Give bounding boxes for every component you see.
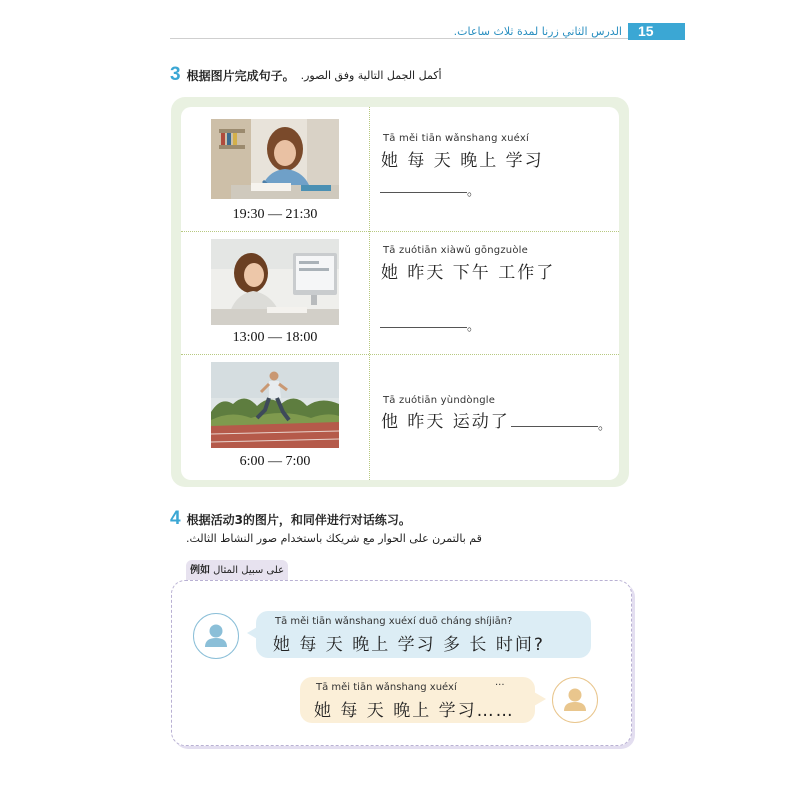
question-hanzi: 她 每 天 晚上 学习 多 长 时间?: [273, 635, 545, 655]
hanzi-line-1: 她 每 天 晚上 学习: [381, 151, 544, 171]
example-tag: [186, 560, 288, 582]
exercise-3-heading: [170, 64, 442, 86]
answer-blank-2[interactable]: [380, 327, 467, 328]
lesson-title: الدرس الثاني زرنا لمدة ثلاث ساعات.: [453, 25, 622, 38]
row-divider-1: [181, 231, 619, 232]
question-bubble-tail: [247, 626, 259, 640]
exercise-4-title-ar: قم بالتمرن على الحوار مع شريكك باستخدام صور النشاط الثالث.: [186, 532, 482, 545]
answer-pinyin: Tā měi tiān wǎnshang xuéxí: [316, 682, 457, 693]
column-divider: [369, 107, 370, 480]
time-label-1: 19:30 — 21:30: [232, 207, 318, 222]
exercise-4-heading: [170, 508, 411, 530]
exercise-3-title-zh: 根据图片完成句子。: [186, 68, 295, 83]
hanzi-line-3: 他 昨天 运动了: [381, 412, 510, 432]
pinyin-line-3: Tā zuótiān yùndòngle: [383, 395, 496, 406]
example-tag-ar: على سبيل المثال: [213, 565, 285, 576]
speaker-b-avatar: [552, 677, 598, 723]
question-pinyin: Tā měi tiān wǎnshang xuéxí duō cháng shíjiān?: [275, 616, 513, 627]
answer-blank-1[interactable]: [380, 192, 467, 193]
example-tag-zh: 例如: [189, 565, 210, 576]
user-icon: [553, 678, 597, 722]
pinyin-line-2: Tā zuótiān xiàwǔ gōngzuòle: [383, 245, 528, 256]
answer-bubble-tail: [534, 692, 546, 706]
girl-writing-photo: [211, 119, 339, 199]
answer-hanzi: 她 每 天 晚上 学习……: [314, 701, 515, 721]
end-mark-2: 。: [467, 319, 481, 334]
hanzi-line-2: 她 昨天 下午 工作了: [381, 263, 556, 283]
exercise-3-title-ar: أكمل الجمل التالية وفق الصور.: [300, 68, 442, 82]
page-number-badge: 15: [628, 23, 685, 40]
exercise-4-title-zh: 根据活动3的图片，和同伴进行对话练习。: [186, 512, 411, 527]
speaker-a-avatar: [193, 613, 239, 659]
end-mark-3: 。: [598, 418, 612, 433]
row-divider-2: [181, 354, 619, 355]
time-label-3: 6:00 — 7:00: [239, 454, 311, 469]
exercise-3-number: 3: [170, 64, 181, 85]
end-mark-1: 。: [467, 184, 481, 199]
man-running-photo: [211, 362, 339, 448]
exercise-4-number: 4: [170, 508, 181, 529]
user-icon: [194, 614, 238, 658]
pinyin-line-1: Tā měi tiān wǎnshang xuéxí: [383, 133, 529, 144]
answer-pinyin-dots: ···: [495, 680, 505, 691]
answer-blank-3[interactable]: [511, 426, 598, 427]
woman-at-computer-photo: [211, 239, 339, 325]
time-label-2: 13:00 — 18:00: [232, 330, 318, 345]
